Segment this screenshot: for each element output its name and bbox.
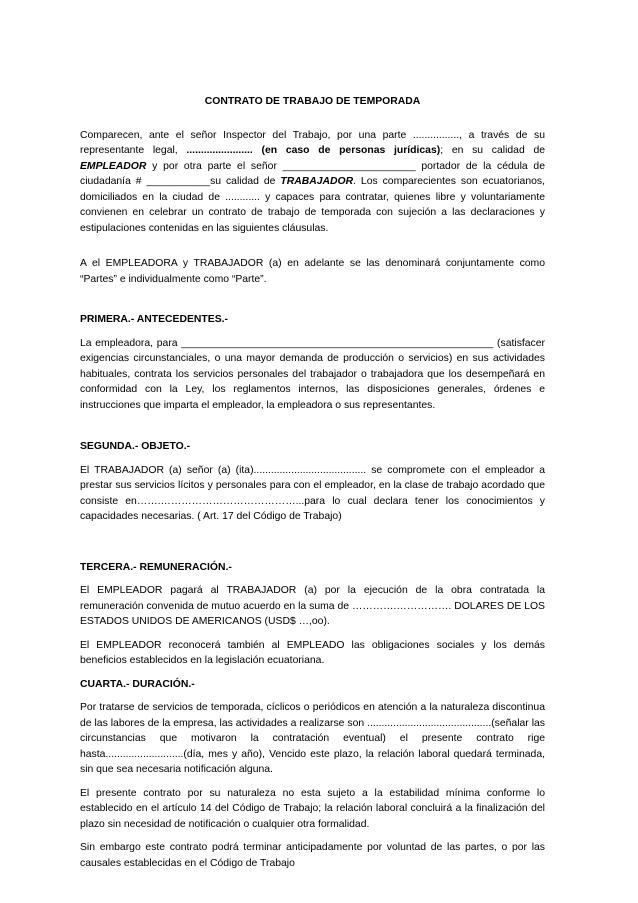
intro-text-legal: ....................... (en caso de personas jurídicas) — [186, 145, 441, 156]
intro-paragraph — [80, 128, 545, 237]
tercera-text-2: El EMPLEADOR reconocerá también al EMPLEADO las obligaciones sociales y los demás beneficios establecidos en la legislación ecuatoriana. — [80, 639, 545, 666]
intro-empleador: EMPLEADOR — [80, 160, 147, 172]
cuarta-text-3: Sin embargo este contrato podrá terminar anticipadamente por voluntad de las partes, o por las causales establecidas en el Código de Trabajo — [80, 842, 545, 869]
tercera-text-1: El EMPLEADOR pagará al TRABAJADOR (a) por la ejecución de la obra contratada la remuneración convenida de mutuo acuerdo en la suma de ………….……………. DOLARES DE LOS ESTADOS UNIDOS DE AMERICANOS (USD$ …,oo). — [80, 585, 545, 627]
intro-text-c: ; en su calidad de — [440, 145, 546, 156]
segunda-text: El TRABAJADOR (a) señor (a) (ita)....................................... se compromete con el empleador a prestar sus servicios lícitos y personales para con el empleador, en la clase de trabajo acordado que consiste en…….…………………………………...para lo cual declara tener los conocimientos y capacidades necesarias. ( Art. 17 del Código de Trabajo) — [80, 464, 545, 522]
cuarta-text-1: Por tratarse de servicios de temporada, cíclicos o periódicos en atención a la naturaleza discontinua de las labores de la empresa, las actividades a realizarse son ...........................................(señalar las circunstancias que motivaron la contratación eventual) el presente contrato rige hasta...........................(día, mes y año), Vencido este plazo, la relación laboral quedará terminada, sin que sea necesaria notificación alguna. — [80, 702, 545, 775]
cuarta-text-2: El presente contrato por su naturaleza no esta sujeto a la estabilidad mínima conforme lo establecido en el artículo 14 del Código de Trabajo; la relación laboral concluirá a la finalización del plazo sin necesidad de notificación o cualquier otra formalidad. — [80, 787, 545, 830]
document-title: CONTRATO DE TRABAJO DE TEMPORADA — [204, 96, 421, 107]
segunda-heading: SEGUNDA.- OBJETO.- — [80, 441, 191, 452]
intro-text-e: y por otra parte el señor _______________________ portador de la cédula de ciudadanía # ___________su calidad de — [80, 160, 545, 187]
intro-text-a: Comparecen, ante el señor Inspector del Trabajo, por una parte ................, a través de su representante legal, — [80, 129, 545, 156]
tercera-heading: TERCERA.- REMUNERACIÓN.- — [80, 561, 232, 573]
primera-heading: PRIMERA.- ANTECEDENTES.- — [80, 314, 228, 325]
intro-trabajador: TRABAJADOR — [280, 176, 354, 187]
intro-text-g: . Los comparecientes son ecuatorianos, domiciliados en la ciudad de ............ y capaces para contratar, quienes libre y voluntariamente convienen en celebrar un contrato de trabajo de temporada con sujeción a las declaraciones y estipulaciones contenidas en las siguientes cláusulas. — [80, 176, 545, 234]
document-body — [80, 94, 545, 871]
cuarta-heading: CUARTA.- DURACIÓN.- — [80, 678, 195, 690]
partes-paragraph: A el EMPLEADORA y TRABAJADOR (a) en adelante se las denominará conjuntamente como “Partes” e individualmente como “Parte”. — [80, 258, 545, 285]
primera-text: La empleadora, para ______________________________________________________ (satisfacer exigencias circunstanciales, o una mayor demanda de producción o servicios) en sus actividades habituales, contrata los servicios personales del trabajador o trabajadora que los desempeñará en conformidad con la Ley, los reglamentos internos, las disposiciones generales, órdenes e instrucciones que imparta el empleador, la empleadora o sus representantes. — [80, 337, 545, 411]
